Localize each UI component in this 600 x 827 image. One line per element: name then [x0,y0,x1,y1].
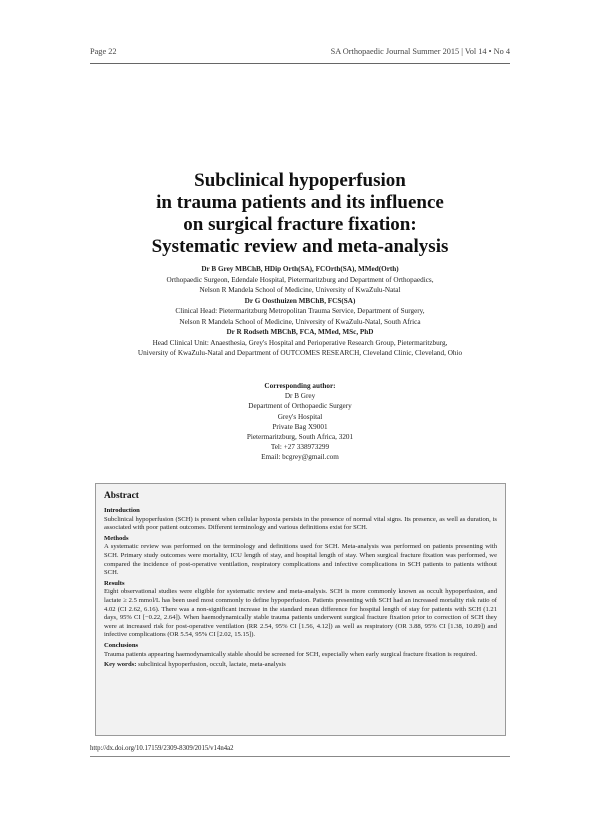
section-heading: Introduction [104,507,140,514]
author-name: Dr R Rodseth MBChB, FCA, MMed, MSc, PhD [226,328,374,336]
author-name: Dr G Oosthuizen MBChB, FCS(SA) [244,296,356,305]
corresponding-city: Pietermaritzburg, South Africa, 3201 [246,433,354,442]
corresponding-name: Dr B Grey [284,392,316,401]
section-text: Trauma patients appearing haemodynamically stable should be screened for SCH, especially when early surgical fracture fixation is required. [104,650,477,658]
abstract-section-results [104,580,497,640]
title-line: in trauma patients and its influence [156,192,444,213]
title-line: Subclinical hypoperfusion [194,170,406,191]
doi-link[interactable]: http://dx.doi.org/10.17159/2309-8309/2015/v14n4a2 [90,745,234,752]
abstract-section-conclusions [104,642,497,659]
section-text: A systematic review was performed on the terminology and definitions used for SCH. Meta-analysis was performed on patients presenting with SCH. Primary study outcomes were mortality, ICU length of stay, and hospital length of stay. When surgical fracture fixation was performed, we compared the incidence of post-operative ventilation, respiratory complications and infective complications in SCH patients to patients without SCH. [104,543,497,577]
corresponding-tel: Tel: +27 338973299 [270,443,330,452]
section-text: Subclinical hypoperfusion (SCH) is present when cellular hypoxia persists in the presence of normal vital signs. Its presence, as well as duration, is associated with poor patient outcomes. Different terminology and various definitions exist for SCH. [104,515,497,532]
corresponding-email: Email: bcgrey@gmail.com [261,453,339,462]
author-affiliation: Head Clinical Unit: Anaesthesia, Grey's Hospital and Perioperative Research Group, Pietermaritzburg, [152,338,448,347]
abstract-box [95,483,506,736]
author-affiliation: Nelson R Mandela School of Medicine, University of KwaZulu-Natal [199,286,401,294]
abstract-section-introduction [104,507,497,533]
article-title [60,170,540,258]
title-line: on surgical fracture fixation: [183,214,417,235]
section-heading: Conclusions [104,641,139,649]
abstract-heading: Abstract [104,491,139,501]
keywords-label: Key words: [104,661,137,669]
footer-divider [90,756,510,757]
author-affiliation: Nelson R Mandela School of Medicine, University of KwaZulu-Natal, South Africa [179,317,421,326]
keywords [104,661,497,670]
running-header [90,47,510,59]
abstract-section-methods [104,535,497,578]
author-list [60,264,540,359]
corresponding-author [150,381,450,463]
author-affiliation: University of KwaZulu-Natal and Department of OUTCOMES RESEARCH, Cleveland Clinic, Cleveland, Ohio [137,349,463,357]
corresponding-hospital: Grey's Hospital [277,412,323,421]
corresponding-heading: Corresponding author: [264,382,336,390]
journal-citation: SA Orthopaedic Journal Summer 2015 | Vol 14 • No 4 [330,47,510,56]
author-name: Dr B Grey MBChB, HDip Orth(SA), FCOrth(SA), MMed(Orth) [201,265,399,273]
corresponding-dept: Department of Orthopaedic Surgery [248,402,352,411]
header-divider [90,63,510,64]
section-heading: Results [104,579,125,587]
section-heading: Methods [104,534,129,542]
author-affiliation: Orthopaedic Surgeon, Edendale Hospital, Pietermaritzburg and Department of Orthopaedics, [166,275,434,284]
title-line: Systematic review and meta-analysis [151,236,449,257]
author-affiliation: Clinical Head: Pietermaritzburg Metropolitan Trauma Service, Department of Surgery, [175,307,425,315]
keywords-text: subclinical hypoperfusion, occult, lactate, meta-analysis [136,661,286,669]
corresponding-bag: Private Bag X9001 [272,422,328,431]
section-text: Eight observational studies were eligible for systematic review and meta-analysis. SCH is more commonly known as occult hypoperfusion, and lactate ≥ 2.5 mmol/L has been used most commonly to define hypoperfusion. Patients presenting with SCH had an increased mortality risk ratio of 4.02 (CI 2.62, 6.16). There was a non-significant increase in the standard mean difference for hospital length of stay for patients with SCH (1.21 days, 95% CI [−0.22, 2.64]). When haemodynamically stable trauma patients underwent surgical fracture fixation prior to correction of SCH they were at increased risk for post-operative ventilation (RR 2.54, 95% CI [1.56, 4.12]) as well as respiratory (OR 3.88, 95% CI [1.38, 10.89]) and infective complications (OR 5.54, 95% CI [2.02, 15.15]). [104,588,497,639]
page-number: Page 22 [90,47,117,56]
